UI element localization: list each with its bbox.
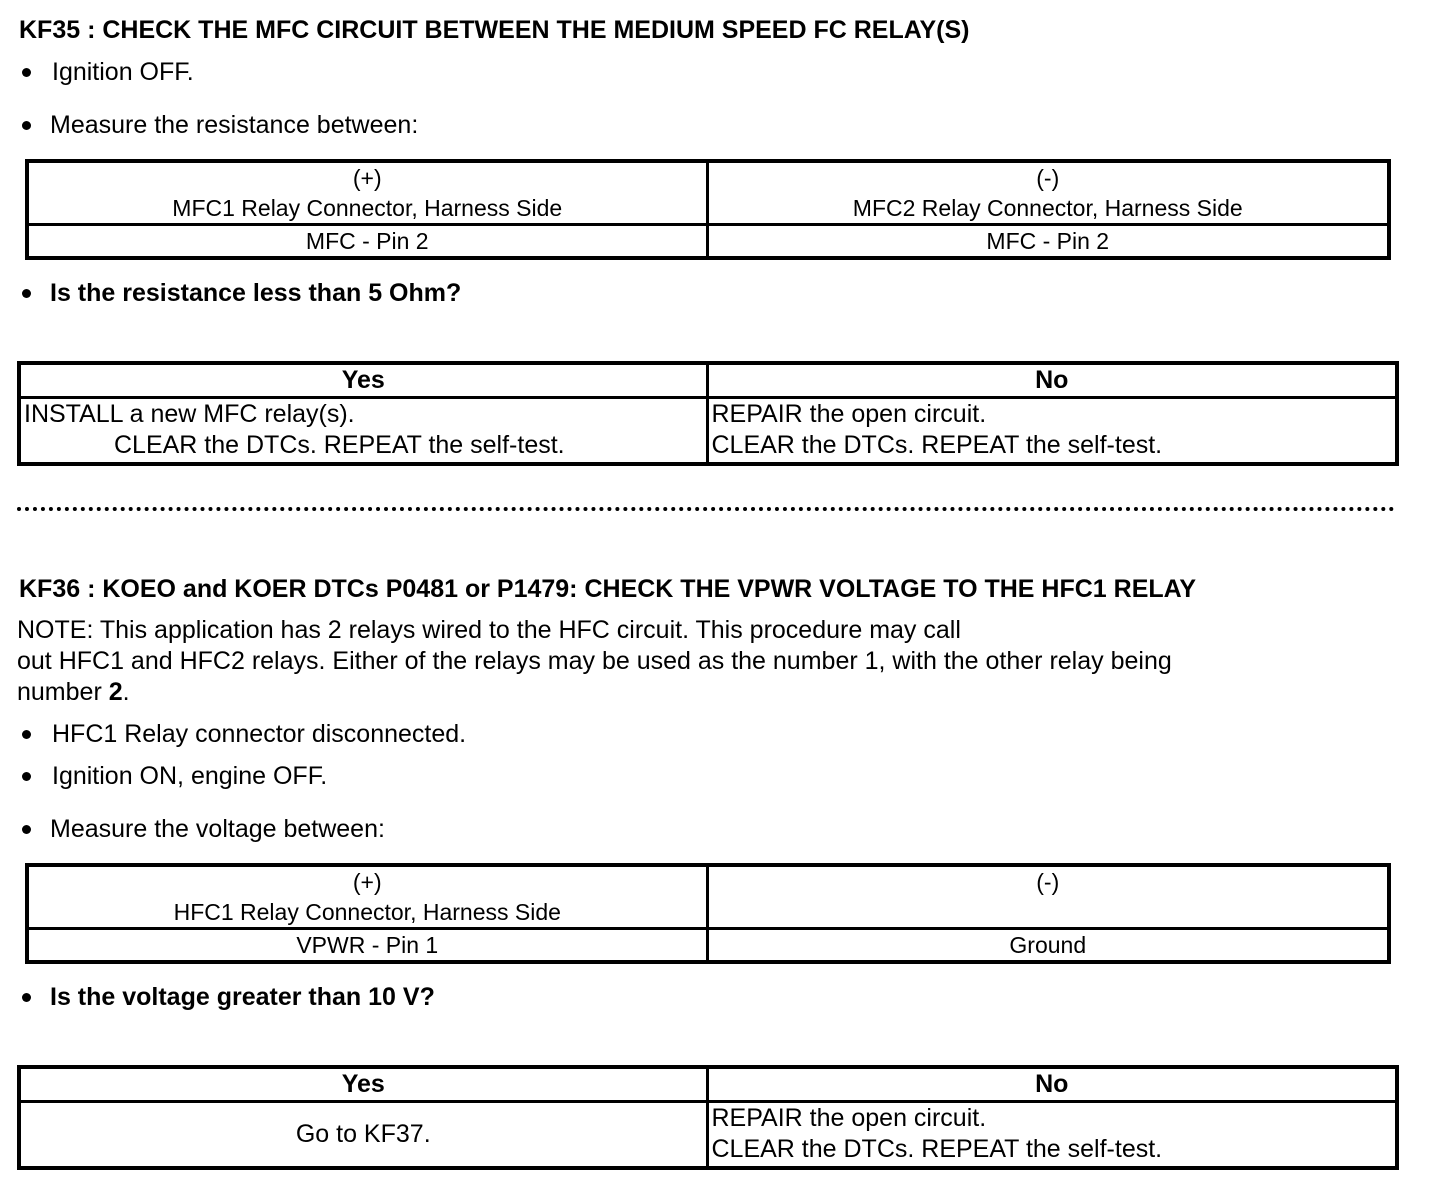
kf36-plus-pin: VPWR - Pin 1 [27,929,707,963]
minus-sign: (-) [1036,165,1060,191]
kf35-step-ignition-off [52,57,194,87]
kf36-note-line3-bold: 2 [108,678,123,706]
kf35-step1-text: Ignition OFF. [52,58,194,86]
kf36-step1-text: HFC1 Relay connector disconnected. [52,720,467,748]
kf36-question [50,982,435,1012]
kf36-no-line1: REPAIR the open circuit. [711,1104,987,1132]
kf35-no-cell [707,398,1397,464]
kf35-question [50,278,461,308]
kf35-step2-text: Measure the resistance between: [50,111,419,139]
kf35-yes-header: Yes [19,363,707,398]
kf36-minus-header [707,865,1389,929]
kf36-no-header: No [707,1067,1397,1102]
kf35-no-line2: CLEAR the DTCs. REPEAT the self-test. [711,431,1163,459]
kf36-note-line3-post: . [122,678,130,706]
kf36-yes-cell: Go to KF37. [19,1102,707,1168]
kf35-minus-header [707,161,1389,225]
minus-sign: (-) [1036,869,1060,895]
kf35-minus-pin: MFC - Pin 2 [707,225,1389,259]
kf36-plus-label: HFC1 Relay Connector, Harness Side [173,899,561,925]
kf36-note [17,615,1172,708]
kf36-title: KF36 : KOEO and KOER DTCs P0481 or P1479: CHECK THE VPWR VOLTAGE TO THE HFC1 RELAY [19,575,1197,603]
kf36-note-line3 [17,677,1172,708]
kf36-no-line2: CLEAR the DTCs. REPEAT the self-test. [711,1135,1163,1163]
bullet-icon [22,68,31,77]
kf36-minus-pin: Ground [707,929,1389,963]
kf36-step3-text: Measure the voltage between: [50,815,385,843]
kf36-plus-header [27,865,707,929]
kf36-yes-header: Yes [19,1067,707,1102]
plus-sign: (+) [352,869,382,895]
kf36-result-table [17,1065,1399,1170]
bullet-icon [22,993,31,1002]
kf35-no-line1: REPAIR the open circuit. [711,400,987,428]
kf36-question-text: Is the voltage greater than 10 V? [50,983,435,1011]
kf36-step-ignition-on [52,761,327,791]
kf36-note-line2: out HFC1 and HFC2 relays. Either of the relays may be used as the number 1, with the other relay being [17,647,1172,675]
kf36-note-line1: NOTE: This application has 2 relays wired to the HFC circuit. This procedure may call [17,616,961,644]
kf35-question-text: Is the resistance less than 5 Ohm? [50,279,462,307]
bullet-icon [22,772,31,781]
kf36-no-cell [707,1102,1397,1168]
kf36-step-disconnected [52,719,466,749]
kf35-yes-line2: CLEAR the DTCs. REPEAT the self-test. [114,431,565,459]
kf36-step2-text: Ignition ON, engine OFF. [52,762,328,790]
kf35-plus-label: MFC1 Relay Connector, Harness Side [172,195,563,221]
section-divider [17,507,1395,511]
kf35-minus-label: MFC2 Relay Connector, Harness Side [852,195,1243,221]
bullet-icon [22,289,31,298]
kf36-step-measure [50,814,385,844]
kf35-yes-line1: INSTALL a new MFC relay(s). [24,400,355,428]
kf35-plus-header [27,161,707,225]
bullet-icon [22,825,31,834]
kf35-title: KF35 : CHECK THE MFC CIRCUIT BETWEEN THE MEDIUM SPEED FC RELAY(S) [19,16,970,44]
kf36-note-line3-pre: number [17,678,109,706]
kf35-measure-table [25,159,1391,260]
plus-sign: (+) [352,165,382,191]
kf35-result-table [17,361,1399,466]
kf36-measure-table [25,863,1391,964]
kf35-step-measure [50,110,418,140]
kf35-yes-cell [19,398,707,464]
bullet-icon [22,730,31,739]
kf35-no-header: No [707,363,1397,398]
kf35-plus-pin: MFC - Pin 2 [27,225,707,259]
bullet-icon [22,121,31,130]
